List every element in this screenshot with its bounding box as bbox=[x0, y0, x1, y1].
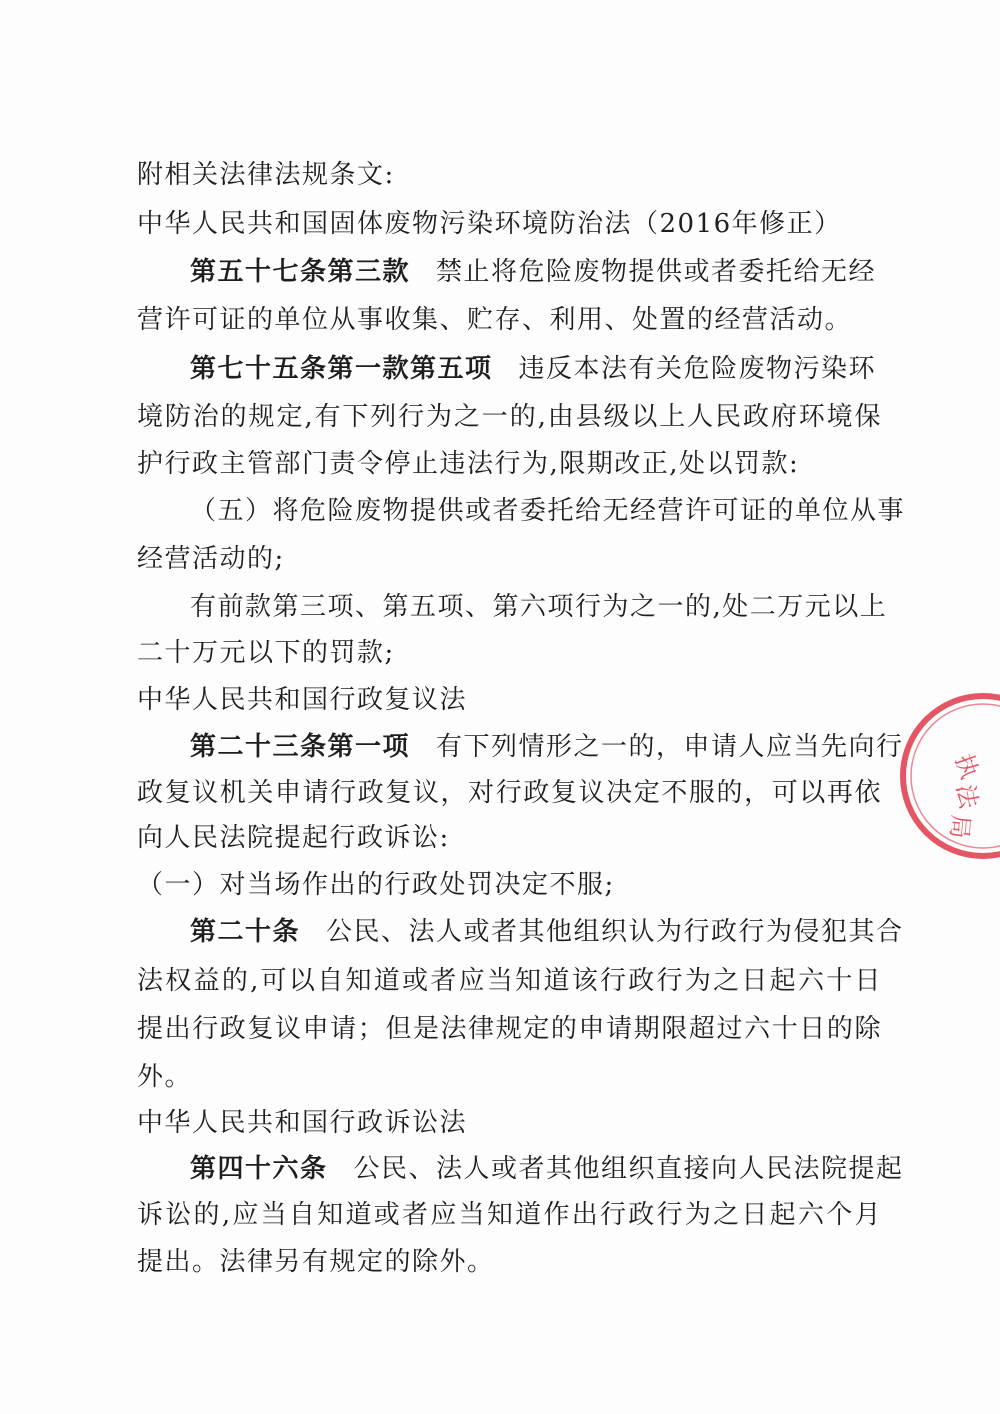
law2-art1-line2: 政复议机关申请行政复议，对行政复议决定不服的，可以再依 bbox=[137, 778, 882, 808]
seal-text-3: 局 bbox=[944, 813, 975, 840]
law1-penalty-line2: 二十万元以下的罚款; bbox=[137, 638, 395, 668]
law1-item5-line1: （五）将危险废物提供或者委托给无经营许可证的单位从事 bbox=[190, 496, 906, 526]
law2-item1: （一）对当场作出的行政处罚决定不服; bbox=[137, 870, 615, 900]
seal-text-1: 执 bbox=[949, 750, 984, 783]
law3-art1-line1: 第四十六条 公民、法人或者其他组织直接向人民法院提起 bbox=[190, 1154, 904, 1184]
law2-art2-heading: 第二十条 bbox=[190, 917, 301, 947]
law2-art1-line3: 向人民法院提起行政诉讼: bbox=[137, 823, 450, 853]
law1-art2-line1: 第七十五条第一款第五项 违反本法有关危险废物污染环 bbox=[190, 354, 877, 384]
law2-art2-line2: 法权益的,可以自知道或者应当知道该行政行为之日起六十日 bbox=[137, 966, 882, 996]
law1-art2-heading: 第七十五条第一款第五项 bbox=[190, 354, 493, 384]
law1-item5-line2: 经营活动的; bbox=[137, 544, 285, 574]
law1-art1-line2: 营许可证的单位从事收集、贮存、利用、处置的经营活动。 bbox=[137, 305, 853, 335]
law3-title: 中华人民共和国行政诉讼法 bbox=[137, 1108, 468, 1138]
law3-art1-line2: 诉讼的,应当自知道或者应当知道作出行政行为之日起六个月 bbox=[137, 1200, 882, 1230]
law2-art2-line1: 第二十条 公民、法人或者其他组织认为行政行为侵犯其合 bbox=[190, 917, 904, 947]
law2-art2-line4: 外。 bbox=[137, 1062, 193, 1092]
law2-title: 中华人民共和国行政复议法 bbox=[137, 685, 468, 715]
seal-text-2: 法 bbox=[951, 782, 983, 811]
law1-penalty-line1: 有前款第三项、第五项、第六项行为之一的,处二万元以上 bbox=[190, 592, 888, 622]
law3-art1-heading: 第四十六条 bbox=[190, 1154, 328, 1184]
law2-art1-line1: 第二十三条第一项 有下列情形之一的，申请人应当先向行 bbox=[190, 732, 904, 762]
official-seal-stamp bbox=[895, 688, 1000, 863]
law1-art2-line3: 护行政主管部门责令停止违法行为,限期改正,处以罚款: bbox=[137, 449, 800, 479]
intro-line: 附相关法律法规条文: bbox=[137, 160, 395, 190]
law3-art1-line3: 提出。法律另有规定的除外。 bbox=[137, 1247, 495, 1277]
law1-art1-line1: 第五十七条第三款 禁止将危险废物提供或者委托给无经 bbox=[190, 257, 877, 287]
law2-art2-line3: 提出行政复议申请；但是法律规定的申请期限超过六十日的除 bbox=[137, 1014, 882, 1044]
law1-art2-line2: 境防治的规定,有下列行为之一的,由县级以上人民政府环境保 bbox=[137, 402, 882, 432]
law2-art1-heading: 第二十三条第一项 bbox=[190, 732, 411, 762]
law1-title: 中华人民共和国固体废物污染环境防治法（2016年修正） bbox=[137, 209, 842, 239]
law1-art1-heading: 第五十七条第三款 bbox=[190, 257, 411, 287]
